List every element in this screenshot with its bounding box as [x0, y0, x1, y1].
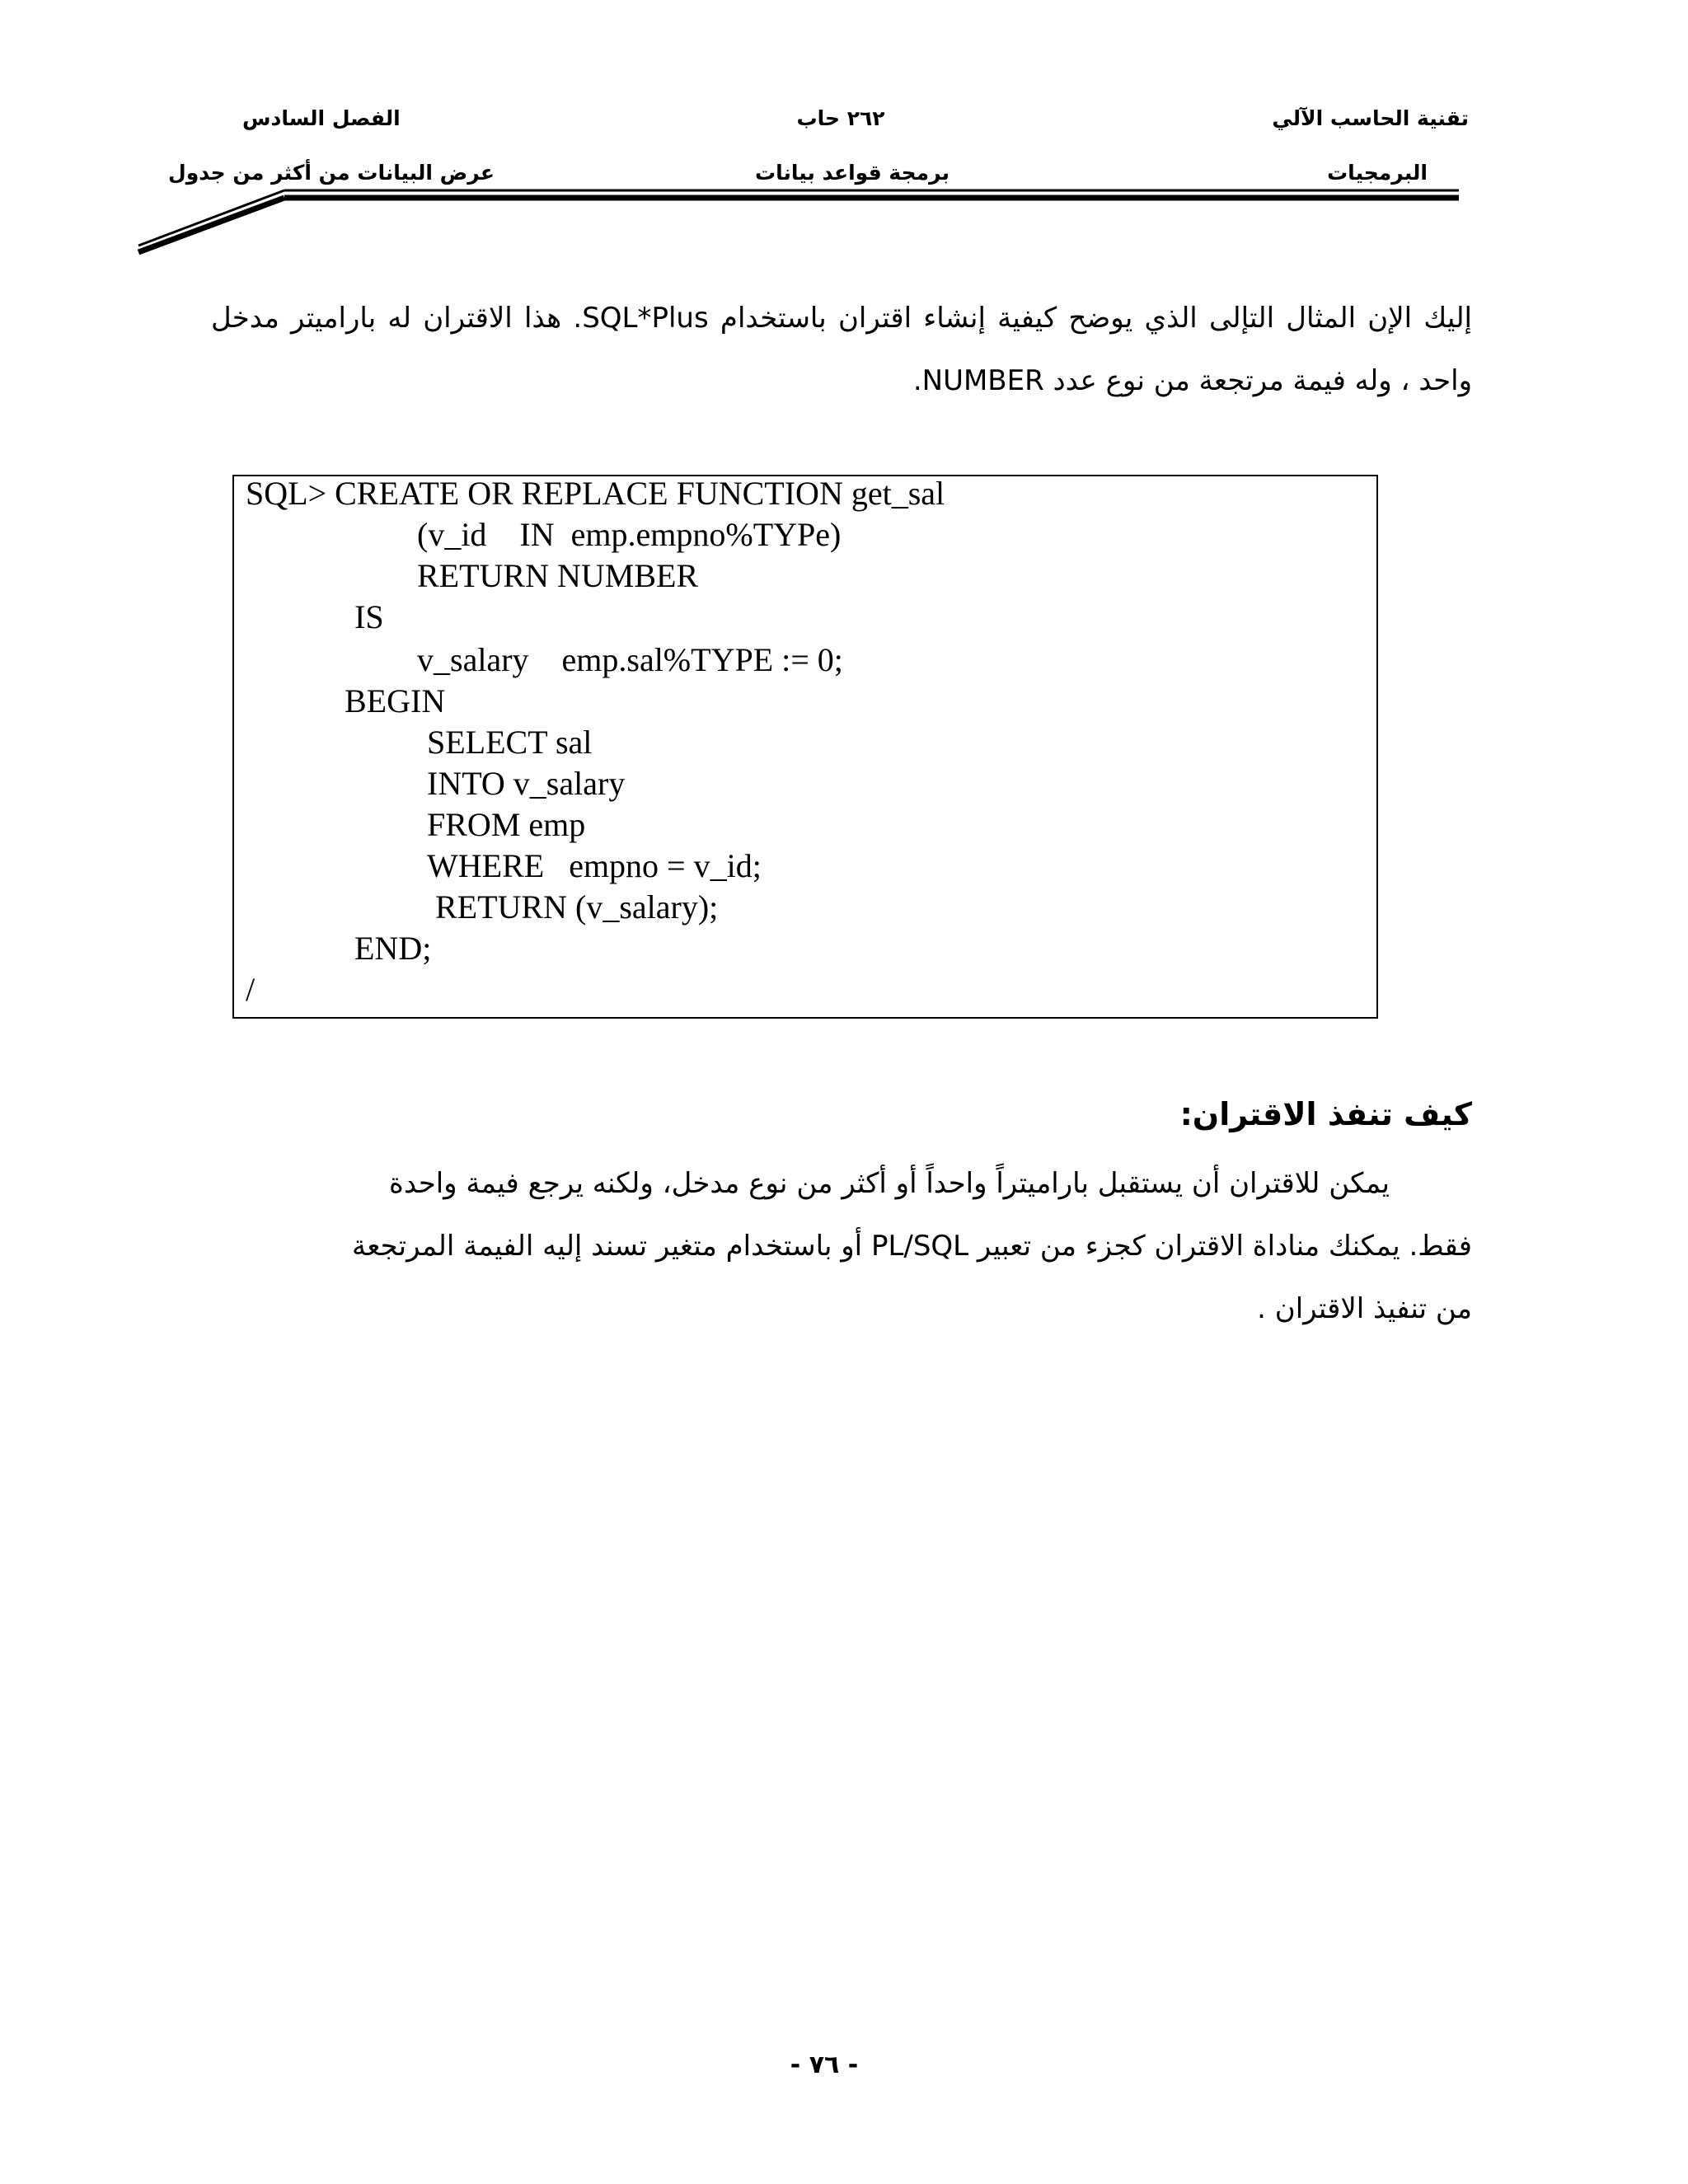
body-line: يمكن للاقتران أن يستقبل باراميتراً واحداً أو أكثر من نوع مدخل، ولكنه يرجع فيمة واحدة — [389, 1167, 1390, 1200]
code-line: RETURN (v_salary); — [435, 888, 719, 926]
code-line: (v_id IN emp.empno%TYPe) — [417, 516, 842, 553]
code-line: WHERE empno = v_id; — [427, 847, 762, 884]
header-subject: تقنية الحاسب الآلي — [1272, 106, 1469, 130]
header-rule — [0, 0, 1688, 280]
code-listing — [232, 475, 1378, 1019]
header-department: البرمجيات — [1327, 161, 1428, 185]
code-line: INTO v_salary — [427, 765, 626, 802]
section-heading: كيف تنفذ الاقتران: — [1179, 1096, 1472, 1132]
body-line: فقط. يمكنك مناداة الاقتران كجزء من تعبير PL/SQL أو باستخدام متغير تسند إليه الفيمة المرتجعة — [352, 1230, 1472, 1263]
code-line: END; — [354, 930, 432, 967]
header-course-code: ٢٦٢ حاب — [796, 106, 885, 130]
code-line: / — [246, 971, 256, 1008]
code-line: SELECT sal — [427, 724, 593, 761]
code-line: BEGIN — [345, 682, 446, 719]
body-line: من تنفيذ الاقتران . — [1257, 1292, 1472, 1325]
body-paragraph — [211, 1152, 1472, 1340]
code-line: RETURN NUMBER — [417, 557, 699, 594]
header-chapter-title: عرض البيانات من أكثر من جدول — [168, 161, 495, 185]
code-line: FROM emp — [427, 806, 586, 843]
code-line: IS — [354, 598, 384, 635]
header-course-title: برمجة قواعد بيانات — [754, 161, 950, 185]
code-line: SQL> CREATE OR REPLACE FUNCTION get_sal — [246, 475, 945, 512]
code-line: v_salary emp.sal%TYPE := 0; — [417, 641, 843, 678]
intro-paragraph: إليك الإن المثال التإلى الذي يوضح كيفية إنشاء اقتران باستخدام SQL*Plus. هذا الاقتران له باراميتر مدخل واحد ، وله فيمة مرتجعة من نوع عدد NUMBER. — [211, 302, 1473, 397]
page-number: - ٧٦ - — [790, 2050, 859, 2079]
header-chapter: الفصل السادس — [242, 106, 401, 130]
